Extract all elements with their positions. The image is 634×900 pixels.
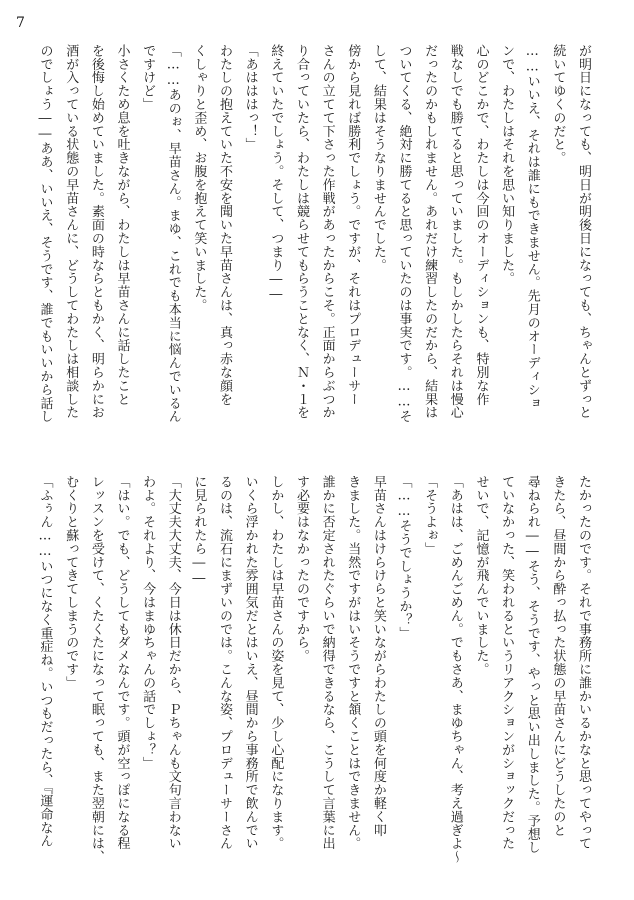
text-line: レッスンを受けて、くたくたになって眠っても、また翌朝には、 (88, 475, 104, 864)
upper-text-block (32, 44, 596, 454)
text-line: 「……あのぉ、早苗さん。まゆ、これでも本当に悩んでいるん (165, 44, 181, 424)
text-line: を後悔し始めていました。素面の時ならともかく、明らかにお (88, 44, 104, 420)
text-line: ……いいえ、それは誰にもできません。先月のオーディショ (524, 44, 540, 410)
text-line: 早苗さんはけらけらと笑いながらわたしの頭を何度か軽く叩 (370, 475, 386, 837)
text-line: ンで、わたしはそれを思い知りました。 (499, 44, 515, 286)
text-line: 「そうよぉ」 (422, 475, 438, 556)
lower-text-block (32, 475, 596, 880)
text-line: が明日になっても、明日が明後日になっても、ちゃんとずっと (576, 44, 591, 420)
text-line: 酒が入っている状態の早苗さんに、どうしてわたしは相談した (63, 44, 79, 420)
text-line: いくら浮かれた雰囲気だとはいえ、昼間から事務所で飲んでい (242, 475, 258, 851)
text-line: 誰かに否定されたぐらいで納得できるなら、こうして言葉に出 (319, 475, 335, 851)
page-number: 7 (16, 15, 25, 31)
text-line: たかったのです。それで事務所に誰かいるかなと思ってやって (576, 475, 591, 851)
text-line: わたしの抱えていた不安を聞いた早苗さんは、真っ赤な顔を (217, 44, 233, 406)
text-line: 傍から見れば勝利でしょう。ですが、それはプロデューサー (345, 44, 361, 406)
text-line: 終えていたでしょう。そして、つまり―― (268, 44, 284, 303)
text-line: 「あはは、ごめんごめん。でもさあ、まゆちゃん、考え過ぎよ～ (447, 475, 463, 864)
text-line: 「……そうでしょうか？」 (396, 475, 412, 640)
text-line: きました。当然ですがはいそうですと頷くことはできません。 (345, 475, 361, 851)
text-line: 続いてゆくのだと。 (550, 44, 566, 165)
text-line: 「大丈夫大丈夫、今日は休日だから、Ｐちゃんも文句言わない (165, 475, 181, 851)
text-line: 「あはははっ！」 (242, 44, 258, 152)
text-line: しかし、わたしは早苗さんの姿を見て、少し心配になります。 (268, 475, 284, 851)
text-line: せいで、記憶が飛んでいました。 (473, 475, 489, 676)
text-line: わよ。それより、今はまゆちゃんの話でしょ？」 (140, 475, 156, 770)
text-line: り合っていたら、わたしは競らせてもらうことなく、Ｎ・１を (293, 44, 309, 420)
text-line: だったのかもしれません。あれだけ練習したのだから、結果は (422, 44, 438, 420)
text-line: に見られたら―― (191, 475, 207, 587)
text-line: のでしょう――ああ、いいえ、そうです、誰でもいいから話し (37, 44, 53, 424)
text-line: 「はい。でも、どうしてもダメなんです。頭が空っぽになる程 (114, 475, 130, 851)
text-line: 心のどこかで、わたしは今回のオーディションも、特別な作 (473, 44, 489, 406)
text-line: 小さくため息を吐きながら、わたしは早苗さんに話したこと (114, 44, 130, 406)
text-line: るのは、流石にまずいのでは。こんな姿、プロデューサーさん (217, 475, 233, 851)
text-line: むくりと蘇ってきてしまうのです」 (63, 475, 79, 690)
text-line: ですけど」 (140, 44, 156, 111)
text-line: ていなかった、笑われるというリアクションがショックだった (499, 475, 515, 851)
text-line: 戦なしでも勝てると思っていました。もしかしたらそれは慢心 (447, 44, 463, 420)
text-line: ついてくる、絶対に勝てると思っていたのは事実です。……そ (396, 44, 412, 424)
text-line: す必要はなかったのですから。 (293, 475, 309, 663)
text-line: さんの立てて下さった作戦があったからこそ。正面からぶつか (319, 44, 335, 420)
text-line: 尋ねられ――そう、そうです、やっと思い出しました。予想し (524, 475, 540, 855)
text-line: くしゃりと歪め、お腹を抱えて笑いました。 (191, 44, 207, 312)
text-line: きたら、昼間から酔っ払った状態の早苗さんにどうしたのと (550, 475, 566, 837)
text-line: して、結果はそうなりませんでした。 (370, 44, 386, 272)
text-line: 「ふぅん……いつになく重症ね。いつもだったら、『運命なん (37, 475, 53, 848)
